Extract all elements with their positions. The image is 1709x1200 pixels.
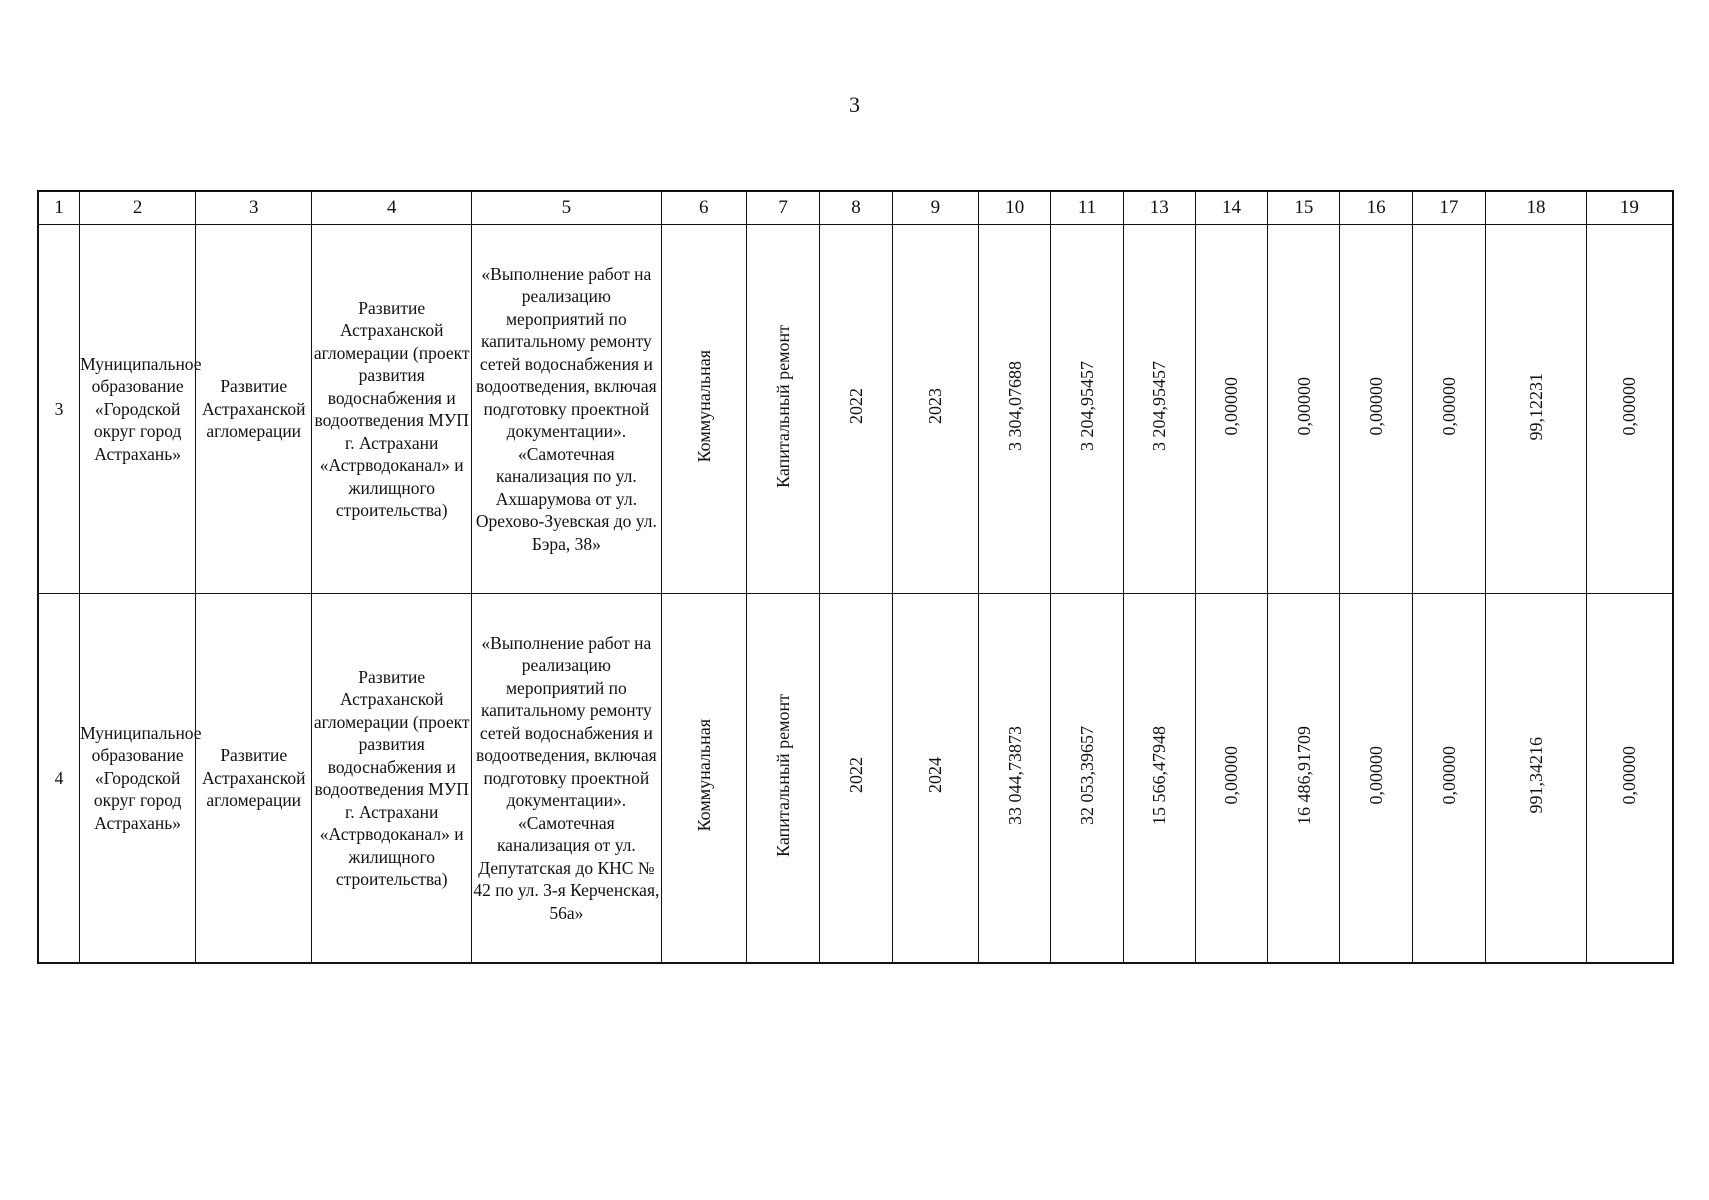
value-text: 0,00000: [1365, 377, 1386, 436]
value-cell-14: [1195, 225, 1267, 594]
row-number: 3: [38, 225, 80, 594]
value-text: 991,34216: [1525, 737, 1546, 814]
column-header: 9: [892, 191, 979, 225]
column-header: 5: [472, 191, 661, 225]
column-header: 14: [1195, 191, 1267, 225]
value-text: 0,00000: [1619, 377, 1640, 436]
end-year-cell: [892, 225, 979, 594]
value-text: 0,00000: [1619, 746, 1640, 805]
start-year-cell: [820, 225, 892, 594]
column-header: 7: [747, 191, 820, 225]
end-year-text: 2024: [925, 757, 946, 794]
work-type-cell: [747, 594, 820, 964]
value-cell-11: [1051, 594, 1123, 964]
end-year-cell: [892, 594, 979, 964]
column-header: 3: [196, 191, 312, 225]
value-cell-10: [979, 594, 1051, 964]
table-row: [38, 594, 1673, 964]
municipality-cell: Муниципальное образование «Городской округ город Астрахань»: [80, 225, 196, 594]
column-header: 4: [312, 191, 472, 225]
row-number: 4: [38, 594, 80, 964]
work-type-text: Капитальный ремонт: [772, 324, 793, 488]
work-type-cell: [747, 225, 820, 594]
program-cell: Развитие Астраханской агломерации: [196, 594, 312, 964]
header-row: [38, 191, 1673, 225]
value-text: 33 044,73873: [1004, 725, 1025, 825]
column-header: 6: [661, 191, 746, 225]
value-text: 3 204,95457: [1076, 361, 1097, 452]
category-text: Коммунальная: [693, 350, 714, 463]
column-header: 17: [1412, 191, 1485, 225]
start-year-text: 2022: [845, 757, 866, 794]
column-header: 11: [1051, 191, 1123, 225]
value-cell-18: [1486, 225, 1587, 594]
table-row: [38, 225, 1673, 594]
value-text: 0,00000: [1438, 377, 1459, 436]
value-cell-13: [1123, 594, 1195, 964]
column-header: 10: [979, 191, 1051, 225]
category-text: Коммунальная: [693, 719, 714, 832]
value-text: 0,00000: [1221, 377, 1242, 436]
column-header: 8: [820, 191, 892, 225]
value-text: 3 304,07688: [1004, 361, 1025, 452]
category-cell: [661, 225, 746, 594]
start-year-text: 2022: [845, 388, 866, 425]
column-header: 15: [1268, 191, 1340, 225]
value-text: 99,12231: [1525, 372, 1546, 440]
works-description-cell: «Выполнение работ на реализацию мероприятий по капитальному ремонту сетей водоснабжения и водоотведения, включая подготовку проектной документации». «Самотечная канализация по ул. Ахшарумова от ул. Орехово-Зуевская до ул. Бэра, 38»: [472, 225, 661, 594]
column-header: 1: [38, 191, 80, 225]
value-text: 0,00000: [1221, 746, 1242, 805]
value-cell-19: [1586, 594, 1673, 964]
value-cell-11: [1051, 225, 1123, 594]
value-cell-17: [1412, 594, 1485, 964]
value-text: 0,00000: [1365, 746, 1386, 805]
column-header: 18: [1486, 191, 1587, 225]
municipality-cell: Муниципальное образование «Городской округ город Астрахань»: [80, 594, 196, 964]
value-text: 3 204,95457: [1149, 361, 1170, 452]
works-description-cell: «Выполнение работ на реализацию мероприятий по капитальному ремонту сетей водоснабжения и водоотведения, включая подготовку проектной документации». «Самотечная канализация от ул. Депутатская до КНС № 42 по ул. 3-я Керченская, 56а»: [472, 594, 661, 964]
value-cell-16: [1340, 594, 1412, 964]
value-cell-15: [1268, 225, 1340, 594]
value-cell-18: [1486, 594, 1587, 964]
value-cell-10: [979, 225, 1051, 594]
project-cell: Развитие Астраханской агломерации (проект развития водоснабжения и водоотведения МУП г. Астрахани «Астрводоканал» и жилищного строительства): [312, 225, 472, 594]
category-cell: [661, 594, 746, 964]
value-cell-13: [1123, 225, 1195, 594]
column-header: 16: [1340, 191, 1412, 225]
value-text: 0,00000: [1293, 377, 1314, 436]
value-cell-19: [1586, 225, 1673, 594]
start-year-cell: [820, 594, 892, 964]
column-header: 19: [1586, 191, 1673, 225]
value-cell-14: [1195, 594, 1267, 964]
program-cell: Развитие Астраханской агломерации: [196, 225, 312, 594]
work-type-text: Капитальный ремонт: [772, 693, 793, 857]
value-text: 0,00000: [1438, 746, 1459, 805]
projects-table: [37, 190, 1674, 964]
value-text: 16 486,91709: [1293, 725, 1314, 825]
end-year-text: 2023: [925, 388, 946, 425]
value-text: 32 053,39657: [1076, 725, 1097, 825]
project-cell: Развитие Астраханской агломерации (проект развития водоснабжения и водоотведения МУП г. Астрахани «Астрводоканал» и жилищного строительства): [312, 594, 472, 964]
value-cell-15: [1268, 594, 1340, 964]
page-number: 3: [849, 92, 860, 117]
value-text: 15 566,47948: [1149, 725, 1170, 825]
value-cell-17: [1412, 225, 1485, 594]
column-header: 2: [80, 191, 196, 225]
column-header: 13: [1123, 191, 1195, 225]
value-cell-16: [1340, 225, 1412, 594]
